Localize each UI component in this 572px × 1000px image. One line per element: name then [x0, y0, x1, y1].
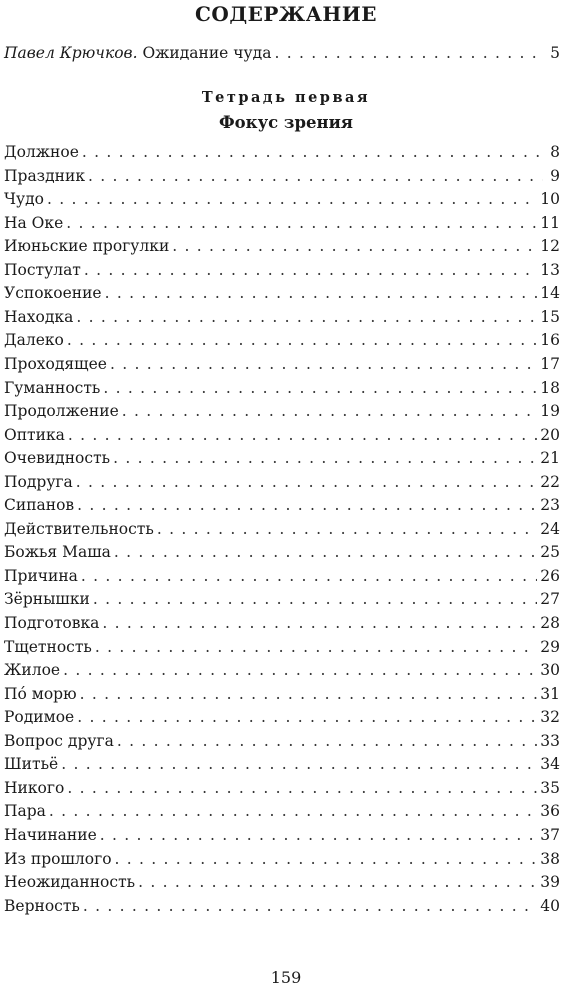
- toc-entry: [4, 212, 560, 234]
- toc-entry-title: Подруга: [4, 472, 73, 491]
- notebook-heading: Тетрадь первая: [201, 89, 371, 106]
- dot-leader: [102, 612, 537, 634]
- toc-page-number: 21: [540, 449, 560, 468]
- toc-entry: [4, 848, 560, 870]
- dot-leader: [93, 588, 537, 610]
- toc-entry: [4, 777, 560, 799]
- toc-page-number: 23: [540, 496, 560, 515]
- toc-entry: [4, 730, 560, 752]
- toc-page-number: 18: [540, 378, 560, 397]
- toc-entry-title: Продолжение: [4, 402, 119, 421]
- toc-entry: [4, 282, 560, 304]
- toc-entry-title: Шитьё: [4, 755, 59, 774]
- toc-entry: [4, 612, 560, 634]
- toc-entry-title: Постулат: [4, 260, 81, 279]
- toc-entry: [4, 329, 560, 351]
- toc-entry: [4, 259, 560, 281]
- dot-leader: [68, 424, 537, 446]
- toc-entry-title: Сипанов: [4, 496, 75, 515]
- toc-page-number: 34: [540, 755, 560, 774]
- dot-leader: [67, 329, 537, 351]
- toc-entry: [4, 188, 560, 210]
- toc-page-number: 12: [540, 237, 560, 256]
- dot-leader: [95, 636, 537, 658]
- toc-entry: [4, 306, 560, 328]
- toc-page-number: 16: [540, 331, 560, 350]
- toc-page-number: 24: [540, 519, 560, 538]
- dot-leader: [100, 824, 538, 846]
- toc-entry-title: Жилое: [4, 661, 61, 680]
- toc-page-number: 13: [540, 260, 560, 279]
- dot-leader: [49, 800, 537, 822]
- dot-leader: [76, 471, 537, 493]
- dot-leader: [113, 447, 537, 469]
- toc-page-number: 38: [540, 849, 560, 868]
- dot-leader: [110, 353, 537, 375]
- toc-entry: [4, 683, 560, 705]
- toc-entry: [4, 141, 560, 163]
- dot-leader: [88, 165, 543, 187]
- toc-page-number: 15: [540, 307, 560, 326]
- toc-entry-title: Подготовка: [4, 614, 100, 632]
- page-number: 159: [270, 968, 302, 987]
- dot-leader: [117, 730, 537, 752]
- toc-entry-title: Оптика: [4, 425, 65, 444]
- toc-entry-title: Пó морю: [4, 684, 77, 703]
- toc-page-number: 11: [540, 213, 560, 232]
- toc-entry-label: [4, 42, 271, 64]
- toc-entry: [4, 824, 560, 846]
- toc-entry: [4, 235, 560, 257]
- toc-page-number: 17: [540, 354, 560, 373]
- dot-leader: [172, 235, 537, 257]
- toc-entry-title: Начинание: [4, 825, 97, 844]
- dot-leader: [80, 683, 538, 705]
- toc-page-number: 22: [540, 472, 560, 491]
- toc-entry-title: Родимое: [4, 708, 75, 727]
- dot-leader: [81, 565, 537, 587]
- dot-leader: [84, 259, 537, 281]
- preface-author: Павел Крючков.: [4, 44, 138, 62]
- toc-page-number: 32: [540, 708, 560, 727]
- toc-entry: [4, 588, 560, 610]
- toc-entry: [4, 518, 560, 540]
- toc-entry: [4, 165, 560, 187]
- toc-entry: [4, 494, 560, 516]
- toc-entry-title: Действительность: [4, 519, 154, 538]
- dot-leader: [114, 541, 537, 563]
- toc-page-number: 36: [540, 802, 560, 821]
- toc-entry: [4, 377, 560, 399]
- toc-page-number: 10: [540, 190, 560, 209]
- toc-entry-title: Пара: [4, 802, 46, 821]
- toc-entry: [4, 636, 560, 658]
- dot-leader: [138, 871, 537, 893]
- dot-leader: [105, 282, 538, 304]
- toc-entry-title: Из прошлого: [4, 849, 112, 868]
- toc-entry-title: Верность: [4, 896, 80, 915]
- dot-leader: [47, 188, 537, 210]
- dot-leader: [82, 141, 543, 163]
- toc-entry-title: Успокоение: [4, 284, 102, 303]
- toc-page-number: 9: [550, 166, 560, 185]
- toc-entry: [4, 800, 560, 822]
- toc-page-number: 14: [540, 284, 560, 303]
- toc-page-number: 37: [540, 825, 560, 844]
- toc-entry: [4, 706, 560, 728]
- dot-leader: [77, 494, 537, 516]
- toc-page-number: 5: [550, 44, 560, 62]
- toc-entry: [4, 424, 560, 446]
- toc-page-number: 20: [540, 425, 560, 444]
- dot-leader: [76, 306, 537, 328]
- section-subtitle: Фокус зрения: [219, 113, 353, 132]
- toc-entry: [4, 353, 560, 375]
- toc-page-number: 25: [540, 543, 560, 562]
- toc-page-number: 27: [540, 590, 560, 609]
- dot-leader: [63, 659, 537, 681]
- toc-entry-title: Далеко: [4, 331, 64, 350]
- toc-page-number: 40: [540, 896, 560, 915]
- dot-leader: [61, 753, 537, 775]
- toc-entry-title: Зёрнышки: [4, 590, 90, 609]
- toc-entry: [4, 471, 560, 493]
- toc-entry: [4, 541, 560, 563]
- toc-page-number: 31: [540, 684, 560, 703]
- toc-page-number: 39: [540, 873, 560, 892]
- toc-entry: [4, 753, 560, 775]
- toc-entry-title: Праздник: [4, 166, 86, 185]
- toc-page-number: 35: [540, 778, 560, 797]
- toc-entry-title: Июньские прогулки: [4, 237, 170, 256]
- toc-entry-title: На Оке: [4, 213, 64, 232]
- dot-leader: [103, 377, 537, 399]
- toc-entry-preface: [4, 42, 560, 64]
- dot-leader: [274, 42, 543, 64]
- dot-leader: [83, 895, 537, 917]
- toc-entry-title: Вопрос друга: [4, 731, 114, 750]
- toc-entry-title: Чудо: [4, 190, 44, 209]
- toc-entry-title: Гуманность: [4, 378, 101, 397]
- toc-entry-title: Очевидность: [4, 449, 111, 468]
- toc-page-number: 19: [540, 402, 560, 421]
- dot-leader: [157, 518, 537, 540]
- dot-leader: [77, 706, 537, 728]
- toc-entry-title: Проходящее: [4, 354, 107, 373]
- toc-entry: [4, 400, 560, 422]
- dot-leader: [115, 848, 538, 870]
- toc-entry-title: Тщетность: [4, 637, 92, 656]
- toc-page-number: 30: [540, 661, 560, 680]
- toc-page-number: 8: [550, 143, 560, 161]
- toc-entry-title: Должное: [4, 143, 79, 161]
- toc-page-number: 26: [540, 566, 560, 585]
- toc-entry-title: Причина: [4, 566, 78, 585]
- toc-entry-title: Божья Маша: [4, 543, 111, 562]
- toc-entry: [4, 895, 560, 917]
- toc-entry: [4, 447, 560, 469]
- toc-page-number: 33: [540, 731, 560, 750]
- preface-title: Ожидание чуда: [142, 44, 272, 62]
- toc-page-number: 29: [540, 637, 560, 656]
- dot-leader: [66, 212, 537, 234]
- page-title: СОДЕРЖАНИЕ: [195, 2, 377, 26]
- toc-entry-title: Никого: [4, 778, 65, 797]
- toc-entry: [4, 565, 560, 587]
- toc-page-number: 28: [540, 614, 560, 632]
- toc-entry-title: Неожиданность: [4, 873, 136, 892]
- toc-entry: [4, 871, 560, 893]
- dot-leader: [67, 777, 537, 799]
- toc-entry-title: Находка: [4, 307, 74, 326]
- dot-leader: [122, 400, 538, 422]
- toc-entry: [4, 659, 560, 681]
